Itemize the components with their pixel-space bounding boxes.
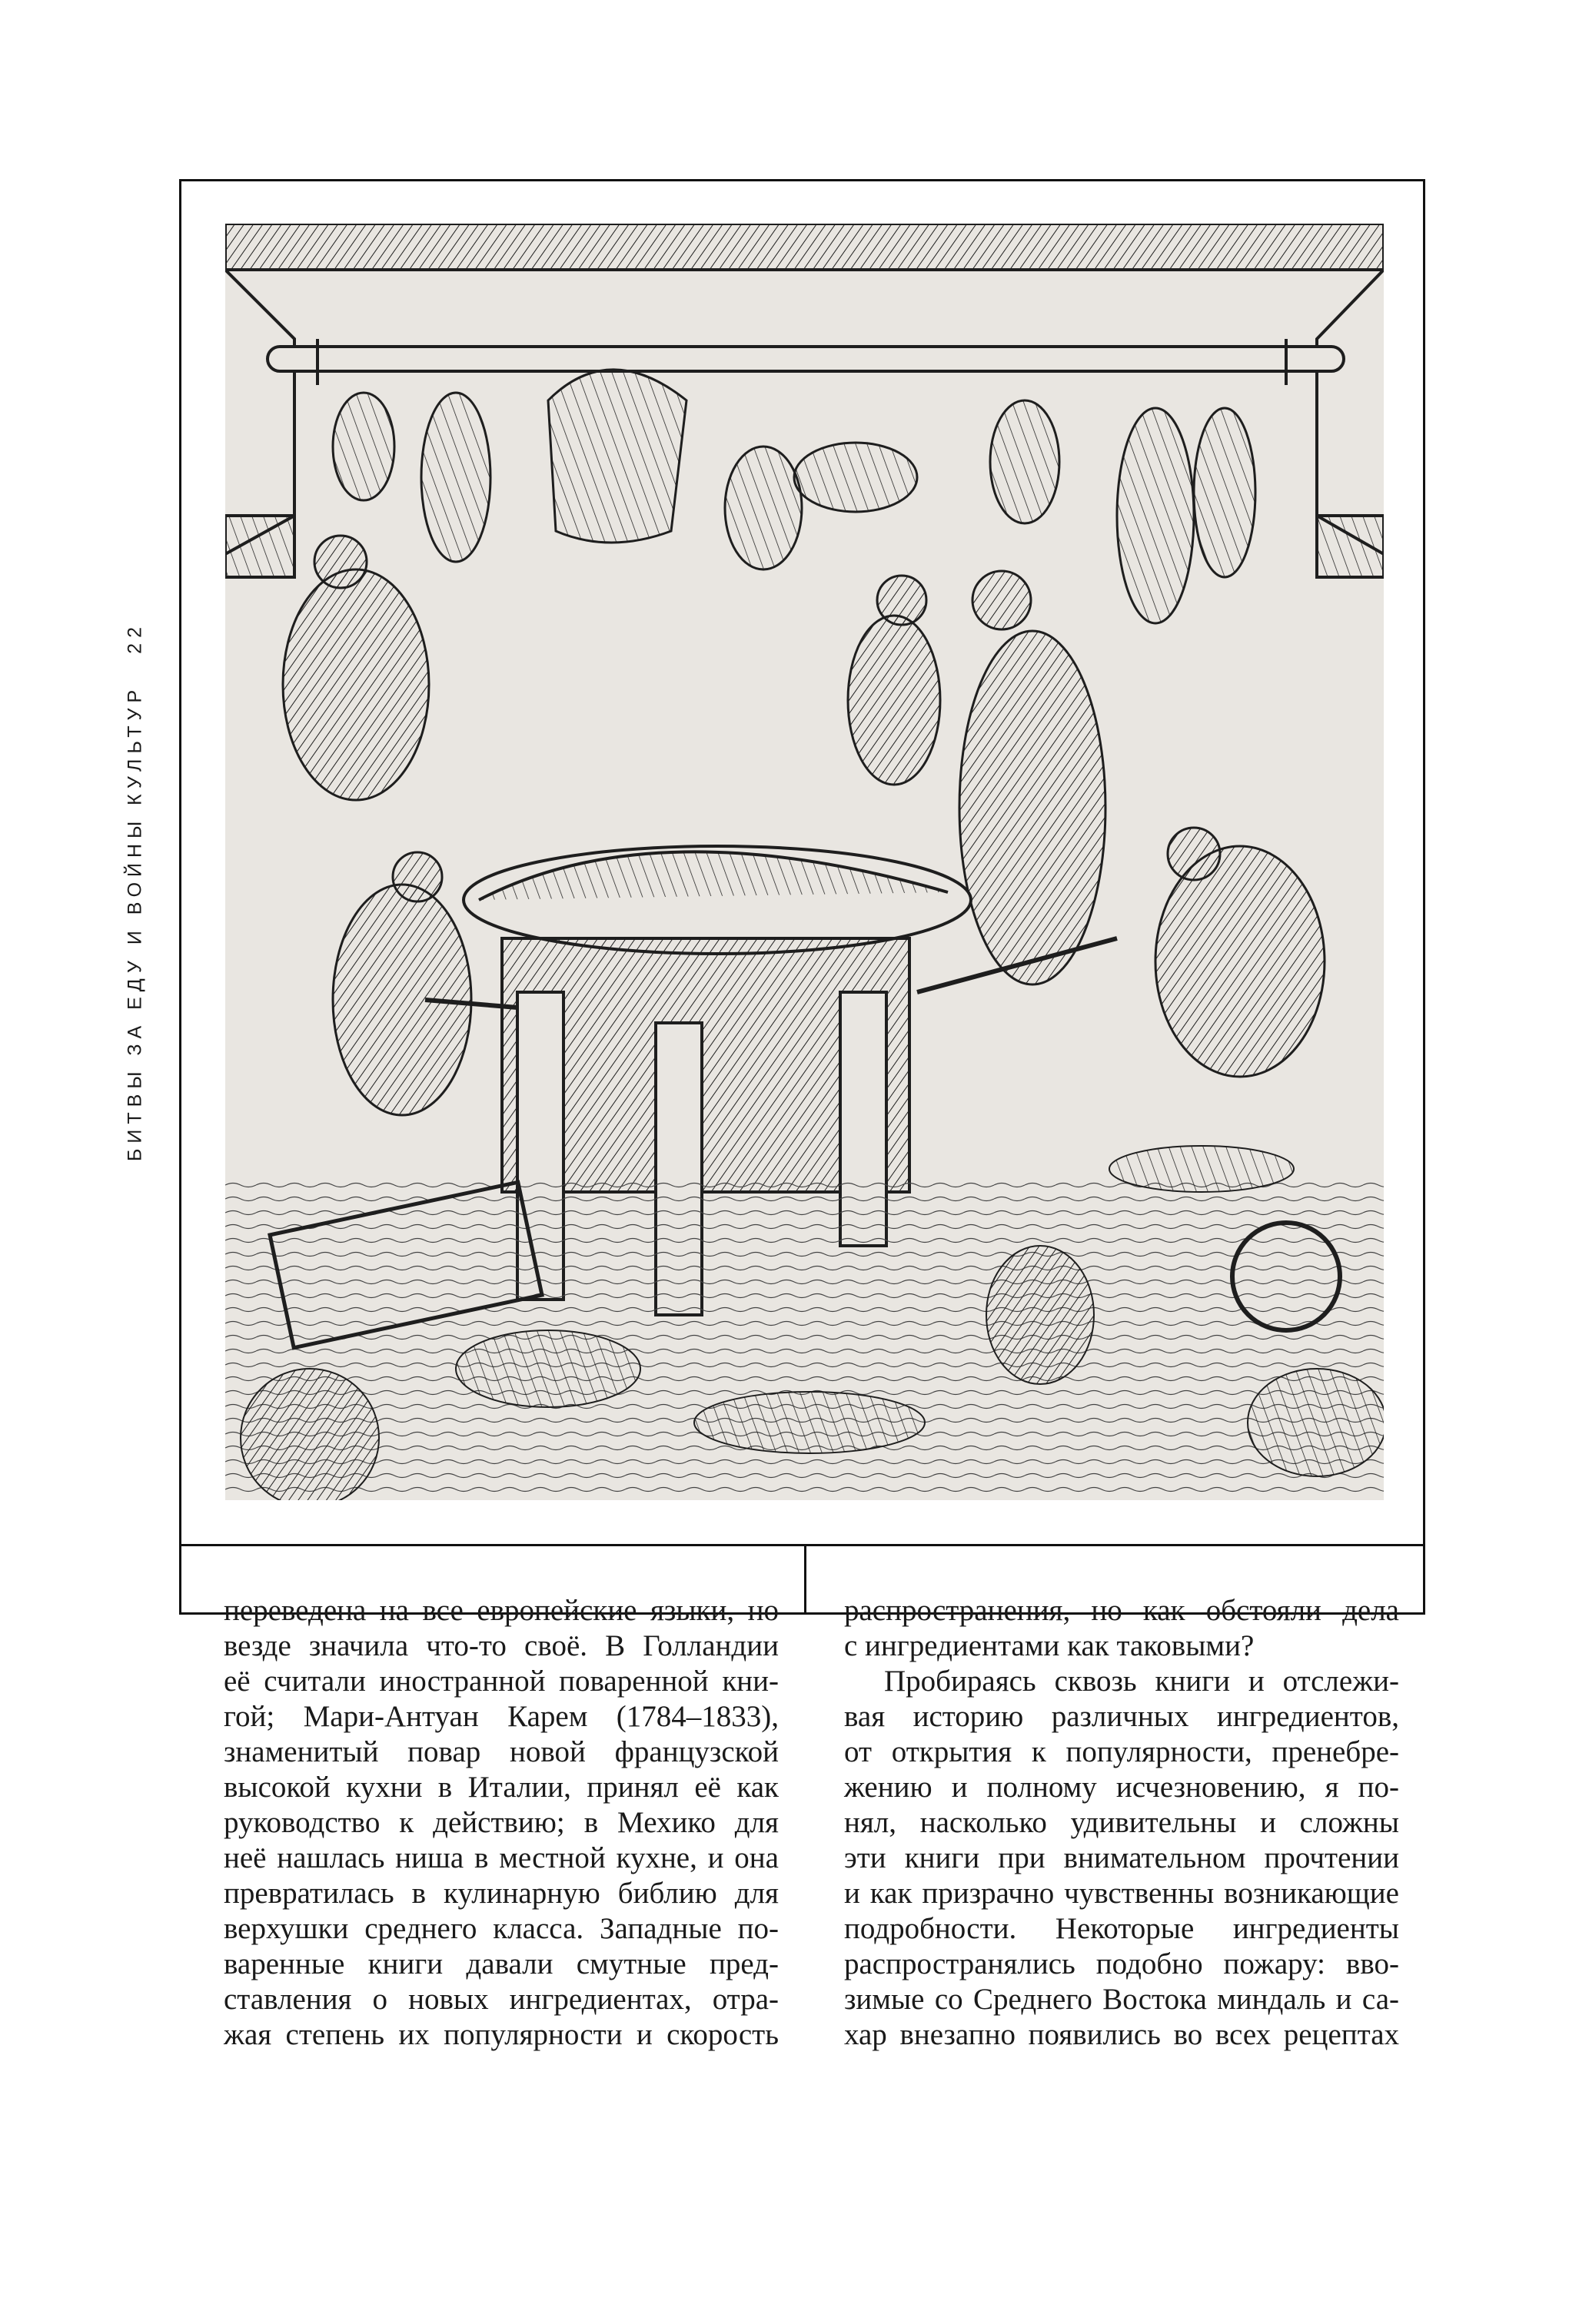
text-line: жению и полному исчезновению, я по- — [844, 1771, 1399, 1804]
text-line: варенные книги давали смутные пред- — [224, 1947, 779, 1980]
text-line: эти книги при внимательном прочтении — [844, 1841, 1399, 1874]
text-line: везде значила что-то своё. В Голландии — [224, 1629, 779, 1662]
frame-divider-vertical — [804, 1544, 806, 1612]
text-line: гой; Мари-Антуан Карем (1784–1833), — [224, 1700, 779, 1733]
text-line: распространялись подобно пожару: вво- — [844, 1947, 1399, 1980]
floor — [225, 1146, 1384, 1500]
text-line: хар внезапно появились во всех рецептах — [844, 2018, 1399, 2051]
text-line: вая историю различных ингредиентов, — [844, 1700, 1399, 1733]
running-head-text — [125, 622, 147, 1161]
text-line: переведена на все европейские языки, но — [224, 1594, 779, 1627]
paragraph-main — [844, 1664, 1399, 2053]
text-line: верхушки среднего класса. Западные по- — [224, 1912, 779, 1945]
text-line: знаменитый повар новой французской — [224, 1735, 779, 1768]
text-line: неё нашлась ниша в местной кухне, и она — [224, 1841, 779, 1874]
text-line: жая степень их популярности и скорость — [224, 2018, 779, 2051]
text-line: распространения, но как обстояли дела — [844, 1594, 1399, 1627]
text-line: от открытия к популярности, пренебре- — [844, 1735, 1399, 1768]
text-column-left — [224, 1593, 779, 2053]
text-line: и как призрачно чувственны возникающие — [844, 1877, 1399, 1910]
kitchen-woodcut-illustration — [225, 224, 1384, 1500]
running-head-title: БИТВЫ ЗА ЕДУ И ВОЙНЫ КУЛЬТУР — [124, 684, 146, 1161]
frame-divider-horizontal — [181, 1544, 1423, 1546]
text-line: с ингредиентами как таковыми? — [844, 1629, 1255, 1662]
paragraph-continuation — [844, 1593, 1399, 1664]
text-column-right — [844, 1593, 1399, 2053]
page-frame — [179, 179, 1425, 2051]
text-line: высокой кухни в Италии, принял её как — [224, 1771, 779, 1804]
page-number: 22 — [124, 622, 146, 654]
text-line: ставления о новых ингредиентах, отра- — [224, 1983, 779, 2016]
text-line: зимые со Среднего Востока миндаль и са- — [844, 1983, 1399, 2016]
paragraph-left — [224, 1593, 779, 2053]
text-line: Пробираясь сквозь книги и отслежи- — [884, 1665, 1399, 1698]
running-head — [124, 622, 146, 1161]
text-line: подробности. Некоторые ингредиенты — [844, 1912, 1399, 1945]
woodcut-image — [225, 224, 1384, 1500]
text-line: руководство к действию; в Мехико для — [224, 1806, 779, 1839]
text-line: превратилась в кулинарную библию для — [224, 1877, 779, 1910]
text-line: нял, насколько удивительны и сложны — [844, 1806, 1399, 1839]
text-line: её считали иностранной поваренной кни- — [224, 1665, 779, 1698]
